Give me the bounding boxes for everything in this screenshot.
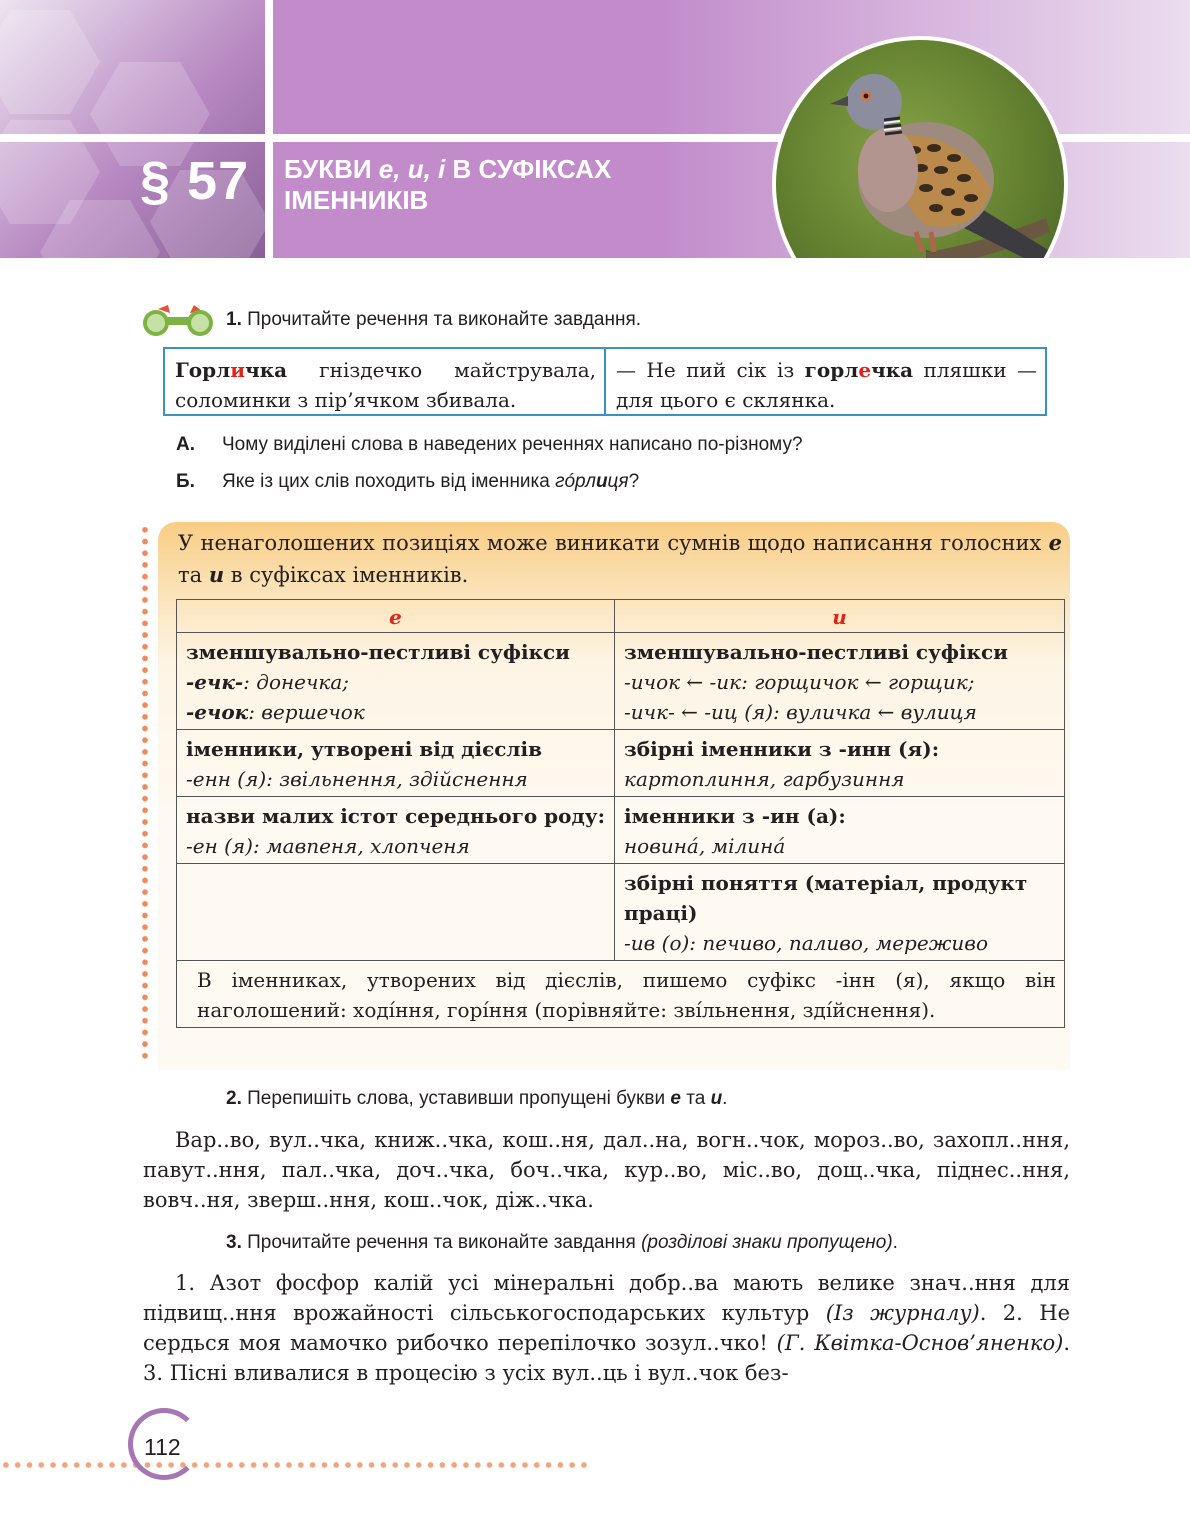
quote-right: — Не пий сік із горлечка пляшки — для цього є склянка. bbox=[604, 349, 1045, 414]
banner-decor-panel bbox=[0, 0, 265, 258]
quote-box bbox=[163, 347, 1047, 416]
exercise-3-text: 1. Азот фосфор калій усі мінеральні добр..ва мають велике знач..ння для підвищ..ння врожайності сільськогосподарських культур (Із журналу). 2. Не сердься моя мамочко рибочко перепілочко зозул..чко! (Г. Квітка-Основ’яненко). 3. Пісні вливалися в процесію з усіх вул..ць і вул..чок без- bbox=[143, 1271, 1070, 1385]
quote-left: Горличка гніздечко майструвала, соломинки з пір’ячком збивала. bbox=[175, 358, 596, 412]
table-cell: зменшувально-пестливі суфікси -ечк-: донечка; -ечок: вершечок bbox=[177, 633, 615, 730]
exercise-2-words: Вар..во, вул..чка, книж..чка, кош..ня, дал..на, вогн..чок, мороз..во, захопл..ння, павут..ння, пал..чка, доч..чка, боч..чка, кур..во, міс..во, дощ..чка, піднес..ння, вовч..ня, зверш..ння, кош..чок, діж..чка. bbox=[143, 1128, 1070, 1212]
table-cell: іменники з -ин (а): новинá, мілинá bbox=[615, 797, 1065, 864]
table-cell: назви малих істот середнього роду: -ен (я): мавпеня, хлопченя bbox=[177, 797, 615, 864]
table-cell: зменшувально-пестливі суфікси -ичок ← -ик: горщичок ← горщик; -ичк- ← -иц (я): вуличка ← вулиця bbox=[615, 633, 1065, 730]
page-number: 112 bbox=[144, 1434, 181, 1460]
question-a: А. Чому виділені слова в наведених реченнях написано по-різному? bbox=[176, 434, 803, 455]
table-cell: збірні поняття (матеріал, продукт праці) -ив (о): печиво, паливо, мереживо bbox=[615, 864, 1065, 961]
exercise-1-instruction: 1. Прочитайте речення та виконайте завдання. bbox=[226, 309, 642, 330]
table-cell-empty bbox=[177, 864, 615, 961]
table-cell: збірні іменники з -инн (я): картоплиння, гарбузиння bbox=[615, 730, 1065, 797]
column-header-e: е bbox=[177, 600, 615, 633]
paragraph-number: § 57 bbox=[140, 151, 250, 211]
chapter-title: БУКВИ е, и, і В СУФІКСАХ ІМЕННИКІВ bbox=[284, 154, 612, 215]
binoculars-icon bbox=[140, 303, 216, 337]
table-cell: іменники, утворені від дієслів -енн (я): звільнення, здійснення bbox=[177, 730, 615, 797]
dotted-border bbox=[141, 524, 149, 1064]
column-header-y: и bbox=[615, 600, 1065, 633]
chapter-banner bbox=[0, 0, 1190, 258]
rule-note: В іменниках, утворених від дієслів, пишемо суфікс -інн (я), якщо він наголошений: ходíння, горíння (порівняйте: звíльнення, здíйснення). bbox=[177, 961, 1065, 1028]
exercise-3-instruction: 3. Прочитайте речення та виконайте завдання (розділові знаки пропущено). bbox=[226, 1232, 898, 1253]
rules-table bbox=[176, 599, 1065, 1028]
footer-dots bbox=[0, 1460, 590, 1470]
question-b: Б. Яке із цих слів походить від іменника гóрлиця? bbox=[176, 471, 640, 492]
exercise-2-instruction: 2. Перепишіть слова, уставивши пропущені букви е та и. bbox=[226, 1088, 728, 1109]
rule-intro: У ненаголошених позиціях може виникати сумнів щодо написання голосних е та и в суфіксах іменників. bbox=[178, 530, 1062, 587]
